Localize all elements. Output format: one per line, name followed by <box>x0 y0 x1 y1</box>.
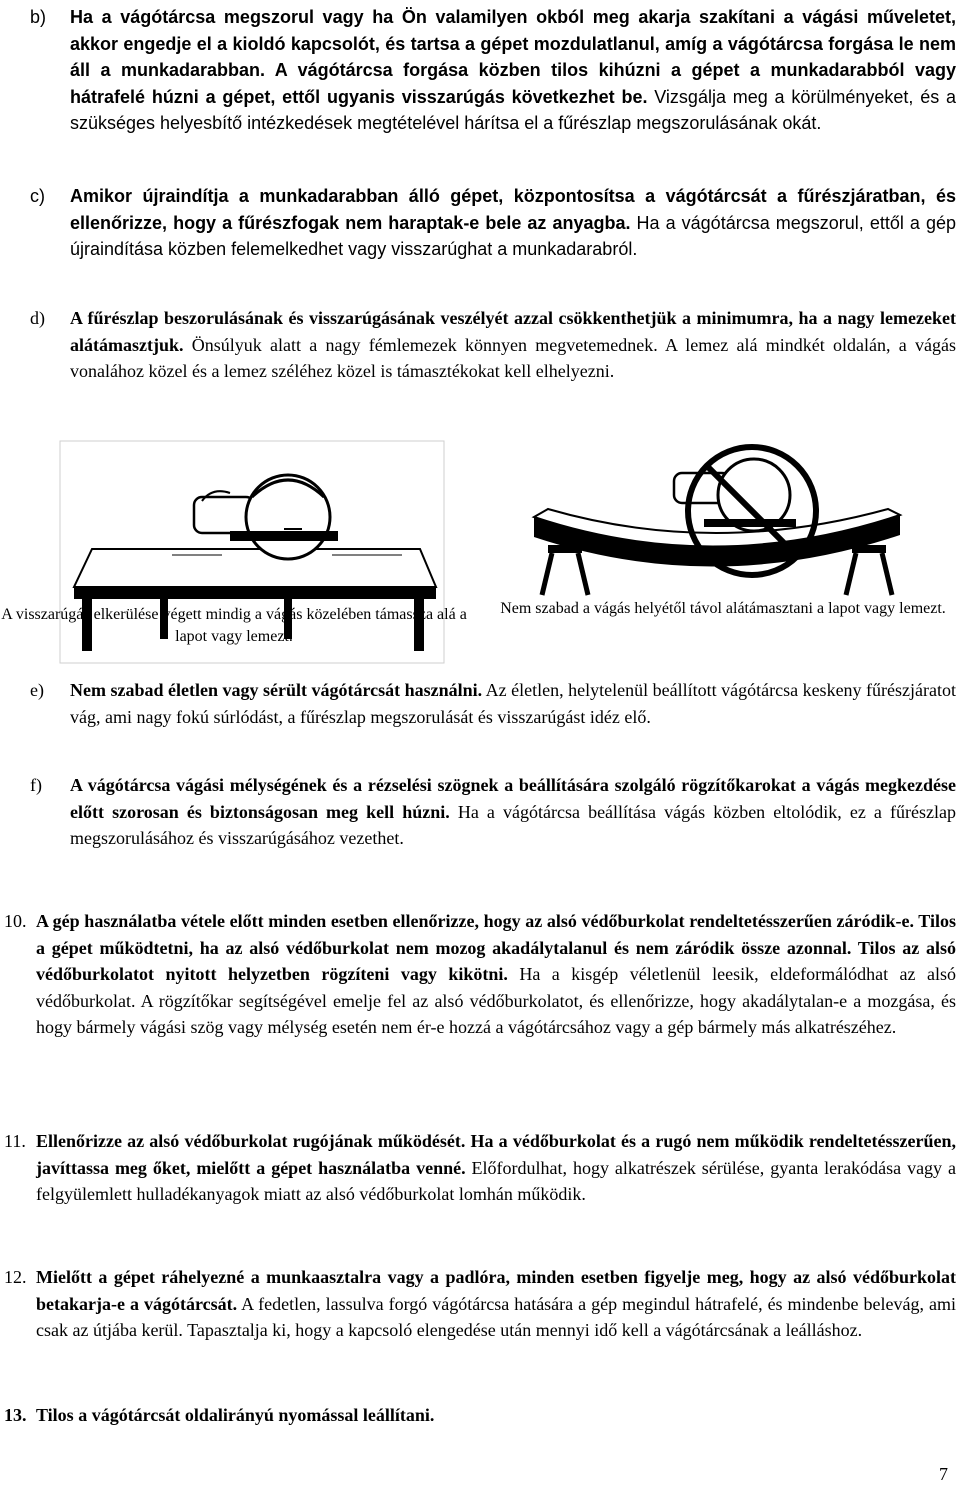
item-marker: d) <box>30 308 45 328</box>
item-normal-text: Az életlen, helytelenül beállított vágótárcsa keskeny fűrészjáratot vág, ami nagy fokú súrlódást, a fűrészlap megszorulását és visszarúgást idéz elő. <box>70 680 957 727</box>
item-normal-text: Vizsgálja meg a körülményeket, és a szükséges helyesbítő intézkedések megtételével hárítsa el a fűrészlap megszorulásának okát. <box>70 86 957 133</box>
item-marker: f) <box>30 775 42 795</box>
item-marker: 11. <box>4 1131 26 1151</box>
figure-caption-right: Nem szabad a vágás helyétől távol alátámasztani a lapot vagy lemezt. <box>500 600 946 617</box>
item-normal-text: A fedetlen, lassulva forgó vágótárcsa hatására a gép megindul hátrafelé, és mindenbe belevág, ami csak az útjába kerül. Tapasztalja ki, hogy a kapcsoló elengedése után mennyi idő kell a vágótárcsának a leálláshoz. <box>36 1293 956 1340</box>
item-marker: 13. <box>4 1405 27 1425</box>
item-marker: c) <box>30 186 45 206</box>
item-10 <box>4 908 956 1041</box>
item-normal-text: Előfordulhat, hogy alkatrészek sérülése, gyanta lerakódása vagy a felgyülemlett hulladékanyagok miatt az alsó védőburkolat lomhán működik. <box>36 1157 956 1204</box>
item-11 <box>4 1128 956 1208</box>
item-bold-text: A fűrészlap beszorulásának és visszarúgásának veszélyét azzal csökkenthetjük a minimumra, ha a nagy lemezeket alátámasztjuk. <box>70 308 956 355</box>
item-d <box>30 305 956 385</box>
item-f <box>30 772 956 852</box>
item-bold-text: Tilos a vágótárcsát oldalirányú nyomással leállítani. <box>36 1405 435 1425</box>
item-normal-text: Önsúlyuk alatt a nagy fémlemezek könnyen megvetemednek. A lemez alá mindkét oldalán, a vágás vonalához közel és a lemez széléhez közel is támasztékokat kell elhelyezni. <box>70 334 956 381</box>
item-marker: 10. <box>4 911 27 931</box>
item-c <box>30 183 956 263</box>
saw-on-sagging-panel-prohibited-illustration <box>504 437 924 607</box>
item-marker: b) <box>30 7 47 27</box>
item-normal-text: Ha a kisgép véletlenül leesik, eldeformálódhat az alsó védőburkolat. A rögzítőkar segítségével emelje fel az alsó védőburkolatot, és ellenőrizze, hogy akadálytalan-e a mozgása, és hogy bármely vágási szög vagy mélység esetén nem ér-e hozzá a vágótárcsához vagy a gép bármely más alkatrészéhez. <box>36 964 956 1037</box>
item-normal-text: Ha a vágótárcsa megszorul, ettől a gép újraindítása közben felemelkedhet vagy visszarúghat a munkadarabról. <box>70 212 956 259</box>
item-e <box>30 677 956 730</box>
item-bold-text: Ha a vágótárcsa megszorul vagy ha Ön valamilyen okból meg akarja szakítani a vágási műveletet, akkor engedje el a kioldó kapcsolót, és tartsa a gépet mozdulatlanul, amíg a vágótárcsa forgása le nem áll a munkadarabban. A vágótárcsa forgása közben tilos kihúzni a gépet a munkadarabból vagy hátrafelé húzni a gépet, ettől ugyanis visszarúgás következhet be. <box>70 7 956 107</box>
figure-caption-left: A visszarúgás elkerülése végett mindig a vágás közelében támassza alá a lapot vagy lemezt. <box>1 606 467 645</box>
item-bold-text: Ellenőrizze az alsó védőburkolat rugójának működését. Ha a védőburkolat és a rugó nem működik rendeltetésszerűen, javíttassa meg őket, mielőtt a gépet használatba venné. <box>36 1131 956 1178</box>
item-normal-text: Ha a vágótárcsa beállítása vágás közben eltolódik, ez a fűrészlap megszorulásához és visszarúgásához vezethet. <box>70 801 956 848</box>
item-bold-text: Mielőtt a gépet ráhelyezné a munkaasztalra vagy a padlóra, minden esetben figyelje meg, hogy az alsó védőburkolat betakarja-e a vágótárcsát. <box>36 1267 956 1314</box>
item-marker: e) <box>30 680 44 700</box>
item-b <box>30 4 956 137</box>
item-13 <box>4 1402 956 1429</box>
item-12 <box>4 1264 956 1344</box>
item-marker: 12. <box>4 1267 27 1287</box>
item-bold-text: Nem szabad életlen vagy sérült vágótárcsát használni. <box>70 680 483 700</box>
figure-incorrect-support <box>504 437 924 667</box>
item-bold-text: A gép használatba vétele előtt minden esetben ellenőrizze, hogy az alsó védőburkolat rendeltetésszerűen záródik-e. Tilos a gépet működtetni, ha az alsó védőburkolat nem mozog akadálytalanul és nem záródik össze azonnal. Tilos az alsó védőburkolatot nyitott helyzetben rögzíteni vagy kikötni. <box>36 911 956 984</box>
page-number: 7 <box>939 1464 948 1484</box>
item-bold-text: A vágótárcsa vágási mélységének és a rézselési szögnek a beállítására szolgáló rögzítőkarokat a vágás megkezdése előtt szorosan és biztonságosan meg kell húzni. <box>70 775 956 822</box>
item-bold-text: Amikor újraindítja a munkadarabban álló gépet, központosítsa a vágótárcsát a fűrészjáratban, és ellenőrizze, hogy a fűrészfogak nem haraptak-e bele az anyagba. <box>70 186 956 233</box>
